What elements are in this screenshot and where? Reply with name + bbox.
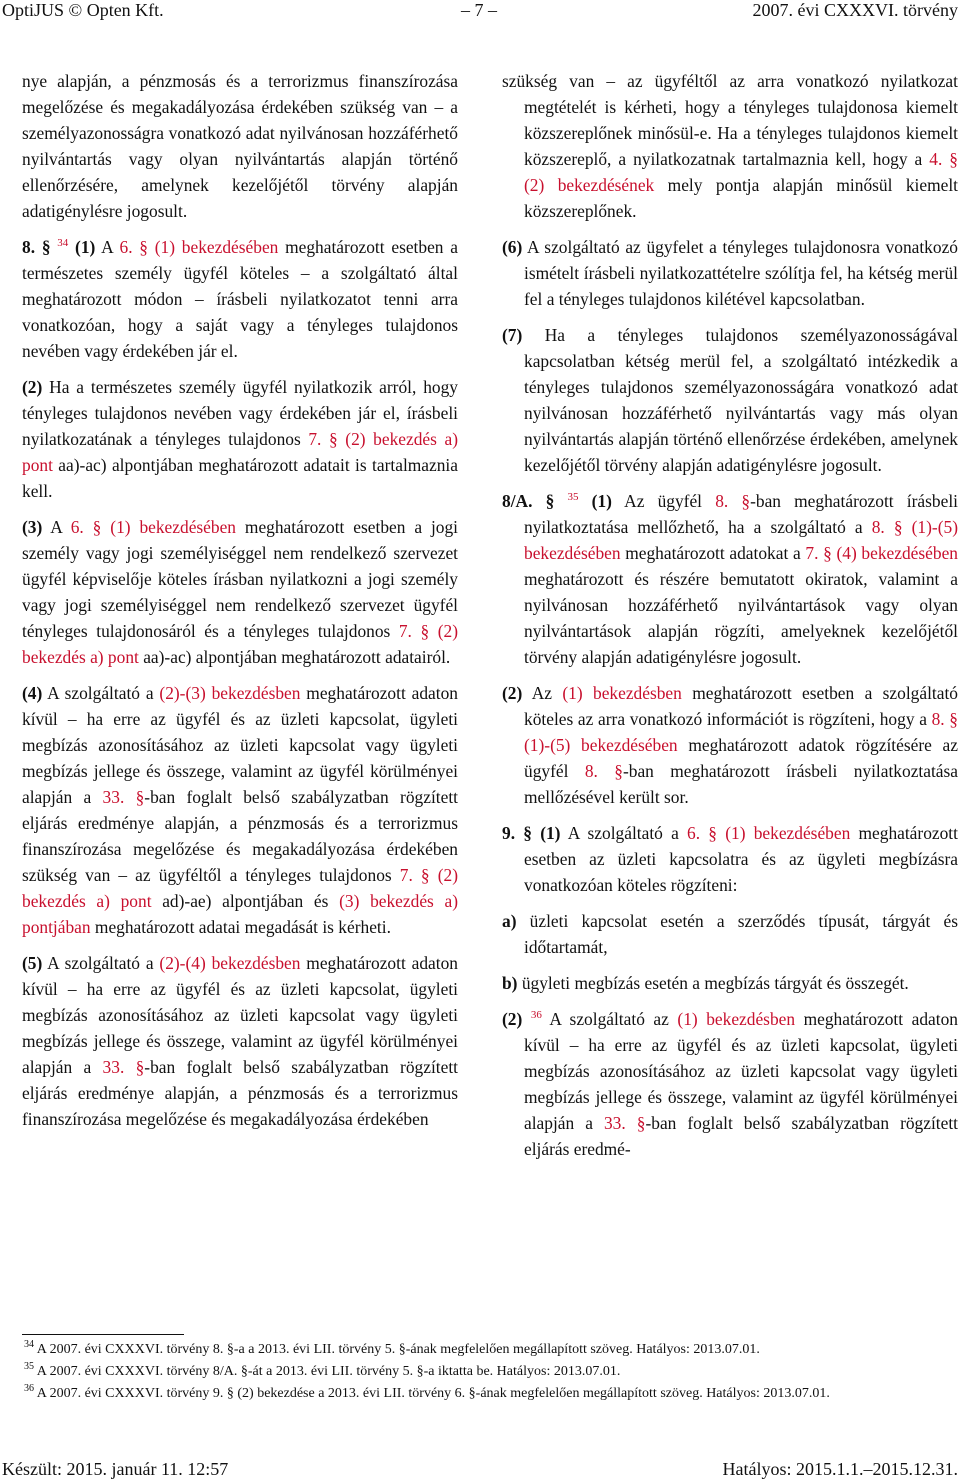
- section-8a-para-1: 8/A. § $^{35}$ (1) Az ügyfél 8. §-ban meghatározott írásbeli nyilatkoztatása mellőzhető, ha a szolgáltató a 8. § (1)-(5) bekezdésében meghatározott adatokat a 7. § (4) bekezdésében meghatározott és részére bemutatott okiratok, valamint a nyilvánosan hozzáférhető nyilvántartások vagy olyan nyilvántartások alapján rögzíti, amelyeknek kezelőjétől törvény alapján adatigénylésre jogosult.: [502, 491, 958, 667]
- cross-ref-link[interactable]: (2)-(3) bekezdésben: [159, 683, 301, 703]
- cross-ref-link[interactable]: (1) bekezdésben: [562, 683, 682, 703]
- section-8a-para-2: (2) Az (1) bekezdésben meghatározott esetben a szolgáltató köteles az arra vonatkozó információt is rögzíteni, hogy a 8. § (1)-(5) bekezdésében meghatározott adatok rögzítésére az ügyfél 8. §-ban meghatározott írásbeli nyilatkoztatása mellőzésével került sor.: [502, 683, 959, 807]
- paragraph-continuation: nye alapján, a pénzmosás és a terrorizmus finanszírozása megelőzése és megakadályozása érdekében szükség van – a személyazonosságra vonatkozó adat nyilvánosan hozzáférhető nyilvántartás vagy olyan nyilvántartás alapján történő ellenőrzésére, amelynek kezelőjétől törvény alapján adatigénylésre jogosult.: [22, 71, 458, 221]
- footnote-36: $^{36}$ A 2007. évi CXXXVI. törvény 9. § (2) bekezdése a 2013. évi LII. törvény 6. §-ának megfelelően megállapított szöveg. Hatályos: 2013.07.01.: [24, 1383, 830, 1401]
- para-number: (4): [22, 683, 43, 703]
- para-number: (2): [22, 377, 43, 397]
- section-9-point-b: b) ügyleti megbízás esetén a megbízás tárgyát és összegét.: [502, 973, 909, 993]
- section-8-para-3: (3) A 6. § (1) bekezdésében meghatározott esetben a jogi személy vagy jogi személyiséggel nem rendelkező szervezet ügyfél képviselője köteles írásban nyilatkozni a jogi személy vagy jogi személyiséggel nem rendelkező szervezet ügyfél tényleges tulajdonosáról és a tényleges tulajdonos 7. § (2) bekezdés a) pont aa)-ac) alpontjában meghatározott adatairól.: [22, 517, 459, 667]
- cross-ref-link[interactable]: 33. §: [603, 1113, 646, 1133]
- section-sign: §: [523, 823, 532, 843]
- para-number: (1): [540, 823, 561, 843]
- para-number: (1): [75, 237, 96, 257]
- footnote-ref-35[interactable]: 35: [567, 491, 579, 503]
- right-column: [502, 68, 958, 1172]
- cross-ref-link[interactable]: 6. § (1) bekezdésében: [119, 237, 279, 257]
- cross-ref-link[interactable]: 33. §: [102, 787, 145, 807]
- para-number: (1): [591, 491, 612, 511]
- para-number: (7): [502, 325, 523, 345]
- footer-created: Készült: 2015. január 11. 12:57: [2, 1459, 229, 1479]
- cross-ref-link[interactable]: 6. § (1) bekezdésében: [70, 517, 237, 537]
- cross-ref-link[interactable]: 7. § (2) bekezdés a) pont: [22, 429, 458, 475]
- cross-ref-link[interactable]: 7. § (4) bekezdésében: [805, 543, 958, 563]
- footer-validity: Hatályos: 2015.1.1.–2015.12.31.: [722, 1459, 958, 1479]
- point-label: a): [502, 911, 517, 931]
- section-8-para-6: (6) A szolgáltató az ügyfelet a tényleges tulajdonosra vonatkozó ismételt írásbeli nyilatkozattételre szólítja fel, ha kétség merül fel a tényleges tulajdonos kilétével kapcsolatban.: [502, 237, 958, 309]
- footnote-ref-34[interactable]: 34: [57, 237, 69, 249]
- section-number: 9.: [502, 823, 516, 843]
- section-number: 8.: [22, 237, 36, 257]
- cross-ref-link[interactable]: (3) bekezdés a) pontjában: [22, 891, 458, 937]
- cross-ref-link[interactable]: 8. § (1)-(5) bekezdésében: [524, 517, 958, 563]
- cross-ref-link[interactable]: (2)-(4) bekezdésben: [159, 953, 301, 973]
- cross-ref-link[interactable]: 7. § (2) bekezdés a) pont: [22, 621, 458, 667]
- para-number: (5): [22, 953, 43, 973]
- point-label: b): [502, 973, 518, 993]
- header-page-number: – 7 –: [461, 0, 497, 20]
- section-number: 8/A.: [502, 491, 533, 511]
- cross-ref-link[interactable]: 4. § (2) bekezdésének: [524, 149, 958, 195]
- footnote-34: $^{34}$ A 2007. évi CXXXVI. törvény 8. §-a a 2013. évi LII. törvény 5. §-ának megfelelően megállapított szöveg. Hatályos: 2013.07.01.: [24, 1339, 760, 1357]
- para-number: (3): [22, 517, 43, 537]
- cross-ref-link[interactable]: 33. §: [102, 1057, 145, 1077]
- section-9-para-2: (2) $^{36}$ A szolgáltató az (1) bekezdésben meghatározott adaton kívül – ha erre az ügyfél és az üzleti kapcsolat, ügyleti megbízás azonosításához az üzleti kapcsolat vagy ügyleti megbízás jellege és összege, valamint az ügyfél körülményei alapján a 33. §-ban foglalt belső szabályzatban rögzített eljárás eredmé-: [502, 1009, 959, 1159]
- section-9-para-1: 9. § (1) A szolgáltató a 6. § (1) bekezdésében meghatározott esetben az üzleti kapcsolatra és az ügyleti megbízásra vonatkozóan köteles rögzíteni:: [502, 823, 958, 895]
- footnote-divider: [22, 1334, 184, 1335]
- section-sign: §: [545, 491, 555, 511]
- cross-ref-link[interactable]: 6. § (1) bekezdésében: [687, 823, 851, 843]
- section-8-para-1: 8. § $^{34}$ (1) A 6. § (1) bekezdésében meghatározott esetben a természetes személy ügyfél köteles – a szolgáltató által meghatározott módon – írásbeli nyilatkozatot tenni arra vonatkozóan, hogy a saját vagy a tényleges tulajdonos nevében vagy érdekében jár el.: [22, 237, 458, 361]
- para-number: (2): [502, 1009, 523, 1029]
- cross-ref-link[interactable]: 8. §: [715, 491, 751, 511]
- section-sign: §: [41, 237, 51, 257]
- section-9-point-a: a) üzleti kapcsolat esetén a szerződés típusát, tárgyát és időtartamát,: [502, 911, 958, 957]
- header-publisher: OptiJUS © Opten Kft.: [2, 0, 164, 20]
- cross-ref-link[interactable]: (1) bekezdésben: [677, 1009, 796, 1029]
- cross-ref-link[interactable]: 7. § (2) bekezdés a) pont: [22, 865, 458, 911]
- page-footer: [0, 1459, 960, 1483]
- section-8-para-5: (5) A szolgáltató a (2)-(4) bekezdésben meghatározott adaton kívül – ha erre az ügyfél és az üzleti kapcsolat, ügyleti megbízás azonosításához az üzleti kapcsolat vagy ügyleti megbízás jellege és összege, valamint az ügyfél körülményei alapján a 33. §-ban foglalt belső szabályzatban rögzített eljárás eredménye alapján, a pénzmosás és a terrorizmus finanszírozása megelőzése és megakadályozása érdekében: [22, 953, 459, 1129]
- header-law-title: 2007. évi CXXXVI. törvény: [752, 0, 958, 20]
- left-column: [22, 68, 458, 1142]
- paragraph-continuation: szükség van – az ügyféltől az arra vonatkozó nyilatkozat megtételét is kérheti, hogy a tényleges tulajdonosa kiemelt közszereplőnek minősül-e. Ha a tényleges tulajdonos kiemelt közszereplő, a nyilatkozatnak tartalmaznia kell, hogy a 4. § (2) bekezdésének mely pontja alapján minősül kiemelt közszereplőnek.: [502, 71, 959, 221]
- section-8-para-7: (7) Ha a tényleges tulajdonos személyazonosságával kapcsolatban kétség merül fel, a szolgáltató intézkedik a tényleges tulajdonos személyazonosságára vonatkozó adat nyilvánosan hozzáférhető nyilvántartás vagy más olyan nyilvántartás alapján történő ellenőrzése érdekében, amelynek kezelőjétől törvény alapján adatigénylésre jogosult.: [502, 325, 958, 475]
- footnote-35: $^{35}$ A 2007. évi CXXXVI. törvény 8/A. §-át a 2013. évi LII. törvény 5. §-a iktatta be. Hatályos: 2013.07.01.: [24, 1361, 621, 1379]
- section-8-para-2: (2) Ha a természetes személy ügyfél nyilatkozik arról, hogy tényleges tulajdonos nevében vagy érdekében jár el, írásbeli nyilatkozatának a tényleges tulajdonos 7. § (2) bekezdés a) pont aa)-ac) alpontjában meghatározott adatait is tartalmaznia kell.: [22, 377, 458, 501]
- para-number: (6): [502, 237, 523, 257]
- footnote-ref-36[interactable]: 36: [530, 1009, 542, 1021]
- cross-ref-link[interactable]: 8. § (1)-(5) bekezdésében: [524, 709, 959, 755]
- section-8-para-4: (4) A szolgáltató a (2)-(3) bekezdésben meghatározott adaton kívül – ha erre az ügyfél és az üzleti kapcsolat, ügyleti megbízás azonosításához az üzleti kapcsolat vagy ügyleti megbízás jellege és összege, valamint az ügyfél körülményei alapján a 33. §-ban foglalt belső szabályzatban rögzített eljárás eredménye alapján, a pénzmosás és a terrorizmus finanszírozása megelőzése és megakadályozása érdekében szükség van – az ügyféltől a tényleges tulajdonos 7. § (2) bekezdés a) pont ad)-ae) alpontjában és (3) bekezdés a) pontjában meghatározott adatai megadását is kérheti.: [22, 683, 459, 937]
- cross-ref-link[interactable]: 8. §: [584, 761, 623, 781]
- para-number: (2): [502, 683, 523, 703]
- page-header: [0, 0, 960, 24]
